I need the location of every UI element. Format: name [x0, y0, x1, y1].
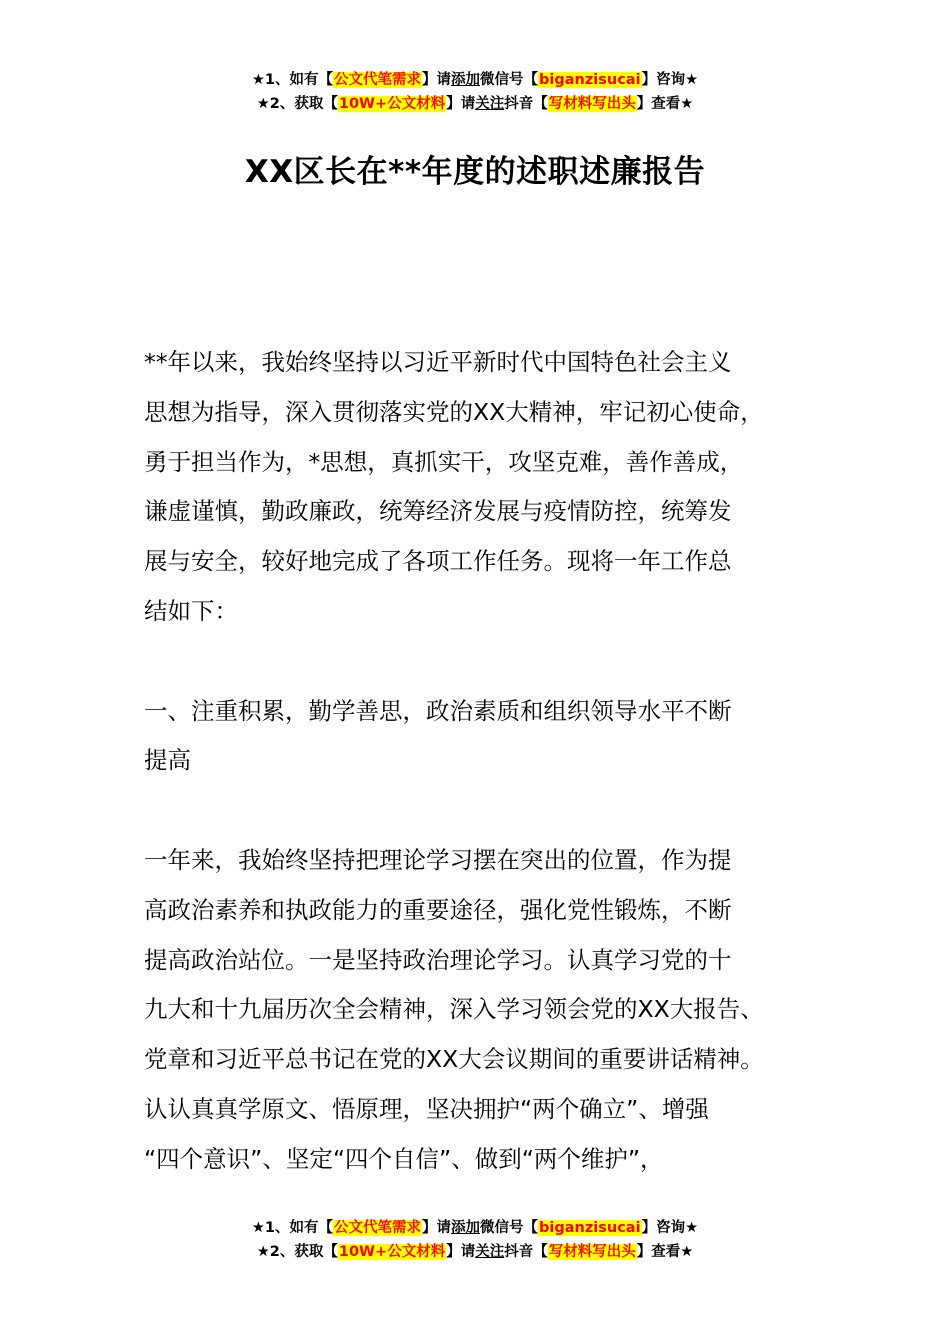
text-line: 思想为指导，深入贯彻落实党的XX大精神，牢记初心使命， [144, 397, 764, 426]
text-line: 勇于担当作为，*思想，真抓实干，攻坚克难，善作善成， [144, 447, 744, 476]
banner-highlight: biganzisucai [539, 1220, 641, 1236]
banner-line-1 [0, 1216, 950, 1240]
banner-highlight: 10W+公文材料 [338, 96, 446, 112]
text-line: 展与安全，较好地完成了各项工作任务。现将一年工作总 [144, 547, 732, 576]
paragraph-spacer [144, 786, 824, 836]
banner-highlight: 写材料写出头 [548, 1244, 636, 1260]
text-line: 认认真真学原文、悟原理，坚决拥护“两个确立”、增强 [144, 1094, 709, 1123]
banner-underline: 关注 [475, 96, 505, 112]
document-body [144, 338, 824, 1185]
text-line: 提高政治站位。一是坚持政治理论学习。认真学习党的十 [144, 945, 732, 974]
banner-text: 】请 [422, 1220, 452, 1236]
banner-highlight: 公文代笔需求 [334, 72, 422, 88]
paragraph-section-1 [144, 836, 824, 1185]
text-line: 结如下： [144, 596, 238, 625]
banner-underline: 添加 [451, 72, 481, 88]
banner-highlight: 公文代笔需求 [334, 1220, 422, 1236]
banner-text: 】请 [446, 96, 476, 112]
text-line: 谦虚谨慎，勤政廉政，统筹经济发展与疫情防控，统筹发 [144, 497, 732, 526]
paragraph-intro [144, 338, 824, 637]
banner-highlight: 10W+公文材料 [338, 1244, 446, 1260]
banner-text: 】查看★ [636, 1244, 694, 1260]
banner-highlight: biganzisucai [539, 72, 641, 88]
heading-line: 提高 [144, 746, 191, 775]
banner-underline: 添加 [451, 1220, 481, 1236]
text-line: 高政治素养和执政能力的重要途径，强化党性锻炼，不断 [144, 895, 732, 924]
text-line: 一年来，我始终坚持把理论学习摆在突出的位置，作为提 [144, 845, 732, 874]
banner-line-2 [0, 1240, 950, 1264]
paragraph-spacer [144, 637, 824, 687]
banner-text: ★1、如有【 [251, 72, 334, 88]
text-line: 党章和习近平总书记在党的XX大会议期间的重要讲话精神。 [144, 1045, 764, 1074]
banner-underline: 关注 [475, 1244, 505, 1260]
text-line: 九大和十九届历次全会精神，深入学习领会党的XX大报告、 [144, 995, 764, 1024]
banner-text: 微信号【 [480, 72, 539, 88]
banner-line-2 [0, 92, 950, 116]
footer-banner [0, 1216, 950, 1264]
banner-text: ★1、如有【 [251, 1220, 334, 1236]
text-line: **年以来，我始终坚持以习近平新时代中国特色社会主义 [144, 348, 732, 376]
banner-text: 】请 [422, 72, 452, 88]
document-title: XX区长在**年度的述职述廉报告 [244, 154, 706, 190]
banner-text: 】咨询★ [641, 72, 699, 88]
banner-highlight: 写材料写出头 [548, 96, 636, 112]
text-line: “四个意识”、坚定“四个自信”、做到“两个维护”， [144, 1144, 664, 1173]
banner-line-1 [0, 68, 950, 92]
heading-line: 一、注重积累，勤学善思，政治素质和组织领导水平不断 [144, 696, 732, 725]
banner-text: ★2、获取【 [256, 1244, 338, 1260]
section-heading-1 [144, 687, 824, 787]
banner-text: 抖音【 [504, 96, 548, 112]
banner-text: 】咨询★ [641, 1220, 699, 1236]
banner-text: 】查看★ [636, 96, 694, 112]
banner-text: 微信号【 [480, 1220, 539, 1236]
header-banner [0, 68, 950, 116]
banner-text: ★2、获取【 [256, 96, 338, 112]
banner-text: 】请 [446, 1244, 476, 1260]
banner-text: 抖音【 [504, 1244, 548, 1260]
